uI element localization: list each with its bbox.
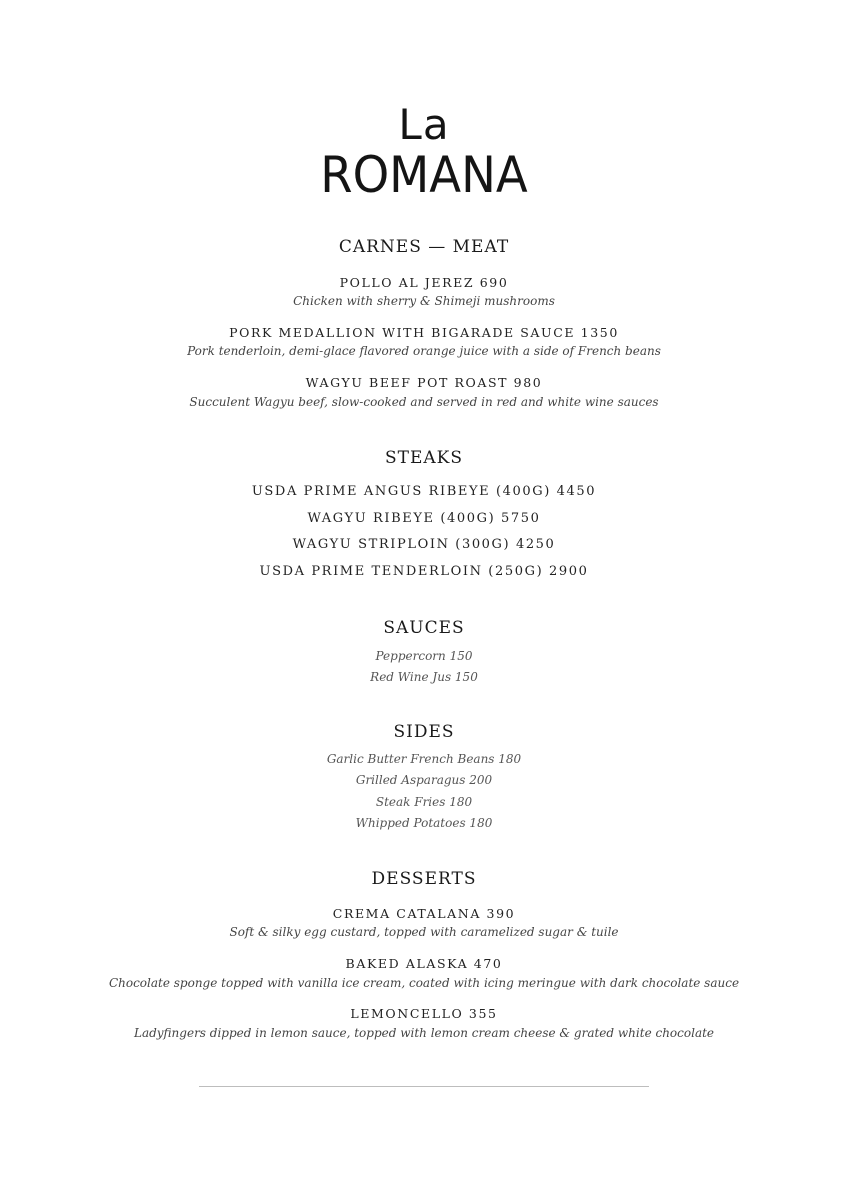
sauce-item: Red Wine Jus 150 — [370, 670, 478, 684]
section-title-desserts: DESSERTS — [371, 869, 477, 889]
sauce-item: Peppercorn 150 — [375, 649, 473, 663]
logo-line-la: La — [398, 100, 450, 149]
side-item: Garlic Butter French Beans 180 — [326, 752, 522, 766]
side-item: Steak Fries 180 — [375, 795, 473, 809]
steak-item: WAGYU STRIPLOIN (300G) 4250 — [292, 537, 556, 552]
menu-item-desc: Chicken with sherry & Shimeji mushrooms — [293, 294, 555, 308]
dessert-item-name: LEMONCELLO 355 — [350, 1006, 498, 1021]
dessert-item-name: BAKED ALASKA 470 — [345, 956, 503, 971]
section-title-steaks: STEAKS — [384, 448, 464, 468]
menu-item-desc: Pork tenderloin, demi-glace flavored orange juice with a side of French beans — [187, 344, 661, 358]
section-title-sauces: SAUCES — [383, 618, 465, 638]
logo-line-romana: ROMANA — [320, 146, 528, 204]
dessert-item-desc: Ladyfingers dipped in lemon sauce, topped with lemon cream cheese & grated white chocolate — [133, 1026, 715, 1040]
steak-item: WAGYU RIBEYE (400G) 5750 — [307, 511, 541, 526]
menu-item-name: PORK MEDALLION WITH BIGARADE SAUCE 1350 — [229, 325, 619, 340]
side-item: Grilled Asparagus 200 — [355, 773, 493, 787]
dessert-item-desc: Soft & silky egg custard, topped with caramelized sugar & tuile — [229, 925, 619, 939]
menu-item-name: WAGYU BEEF POT ROAST 980 — [305, 375, 543, 390]
side-item: Whipped Potatoes 180 — [355, 816, 493, 830]
dessert-item-desc: Chocolate sponge topped with vanilla ice cream, coated with icing meringue with dark chocolate sauce — [108, 976, 740, 990]
section-title-sides: SIDES — [393, 722, 455, 742]
steak-item: USDA PRIME TENDERLOIN (250G) 2900 — [259, 564, 589, 579]
steak-item: USDA PRIME ANGUS RIBEYE (400G) 4450 — [251, 484, 597, 499]
dessert-item-name: CREMA CATALANA 390 — [332, 906, 516, 921]
menu-item-desc: Succulent Wagyu beef, slow-cooked and served in red and white wine sauces — [189, 395, 659, 409]
section-title-carnes: CARNES — MEAT — [338, 237, 510, 257]
bottom-divider — [199, 1086, 649, 1087]
menu-item-name: POLLO AL JEREZ 690 — [339, 275, 509, 290]
